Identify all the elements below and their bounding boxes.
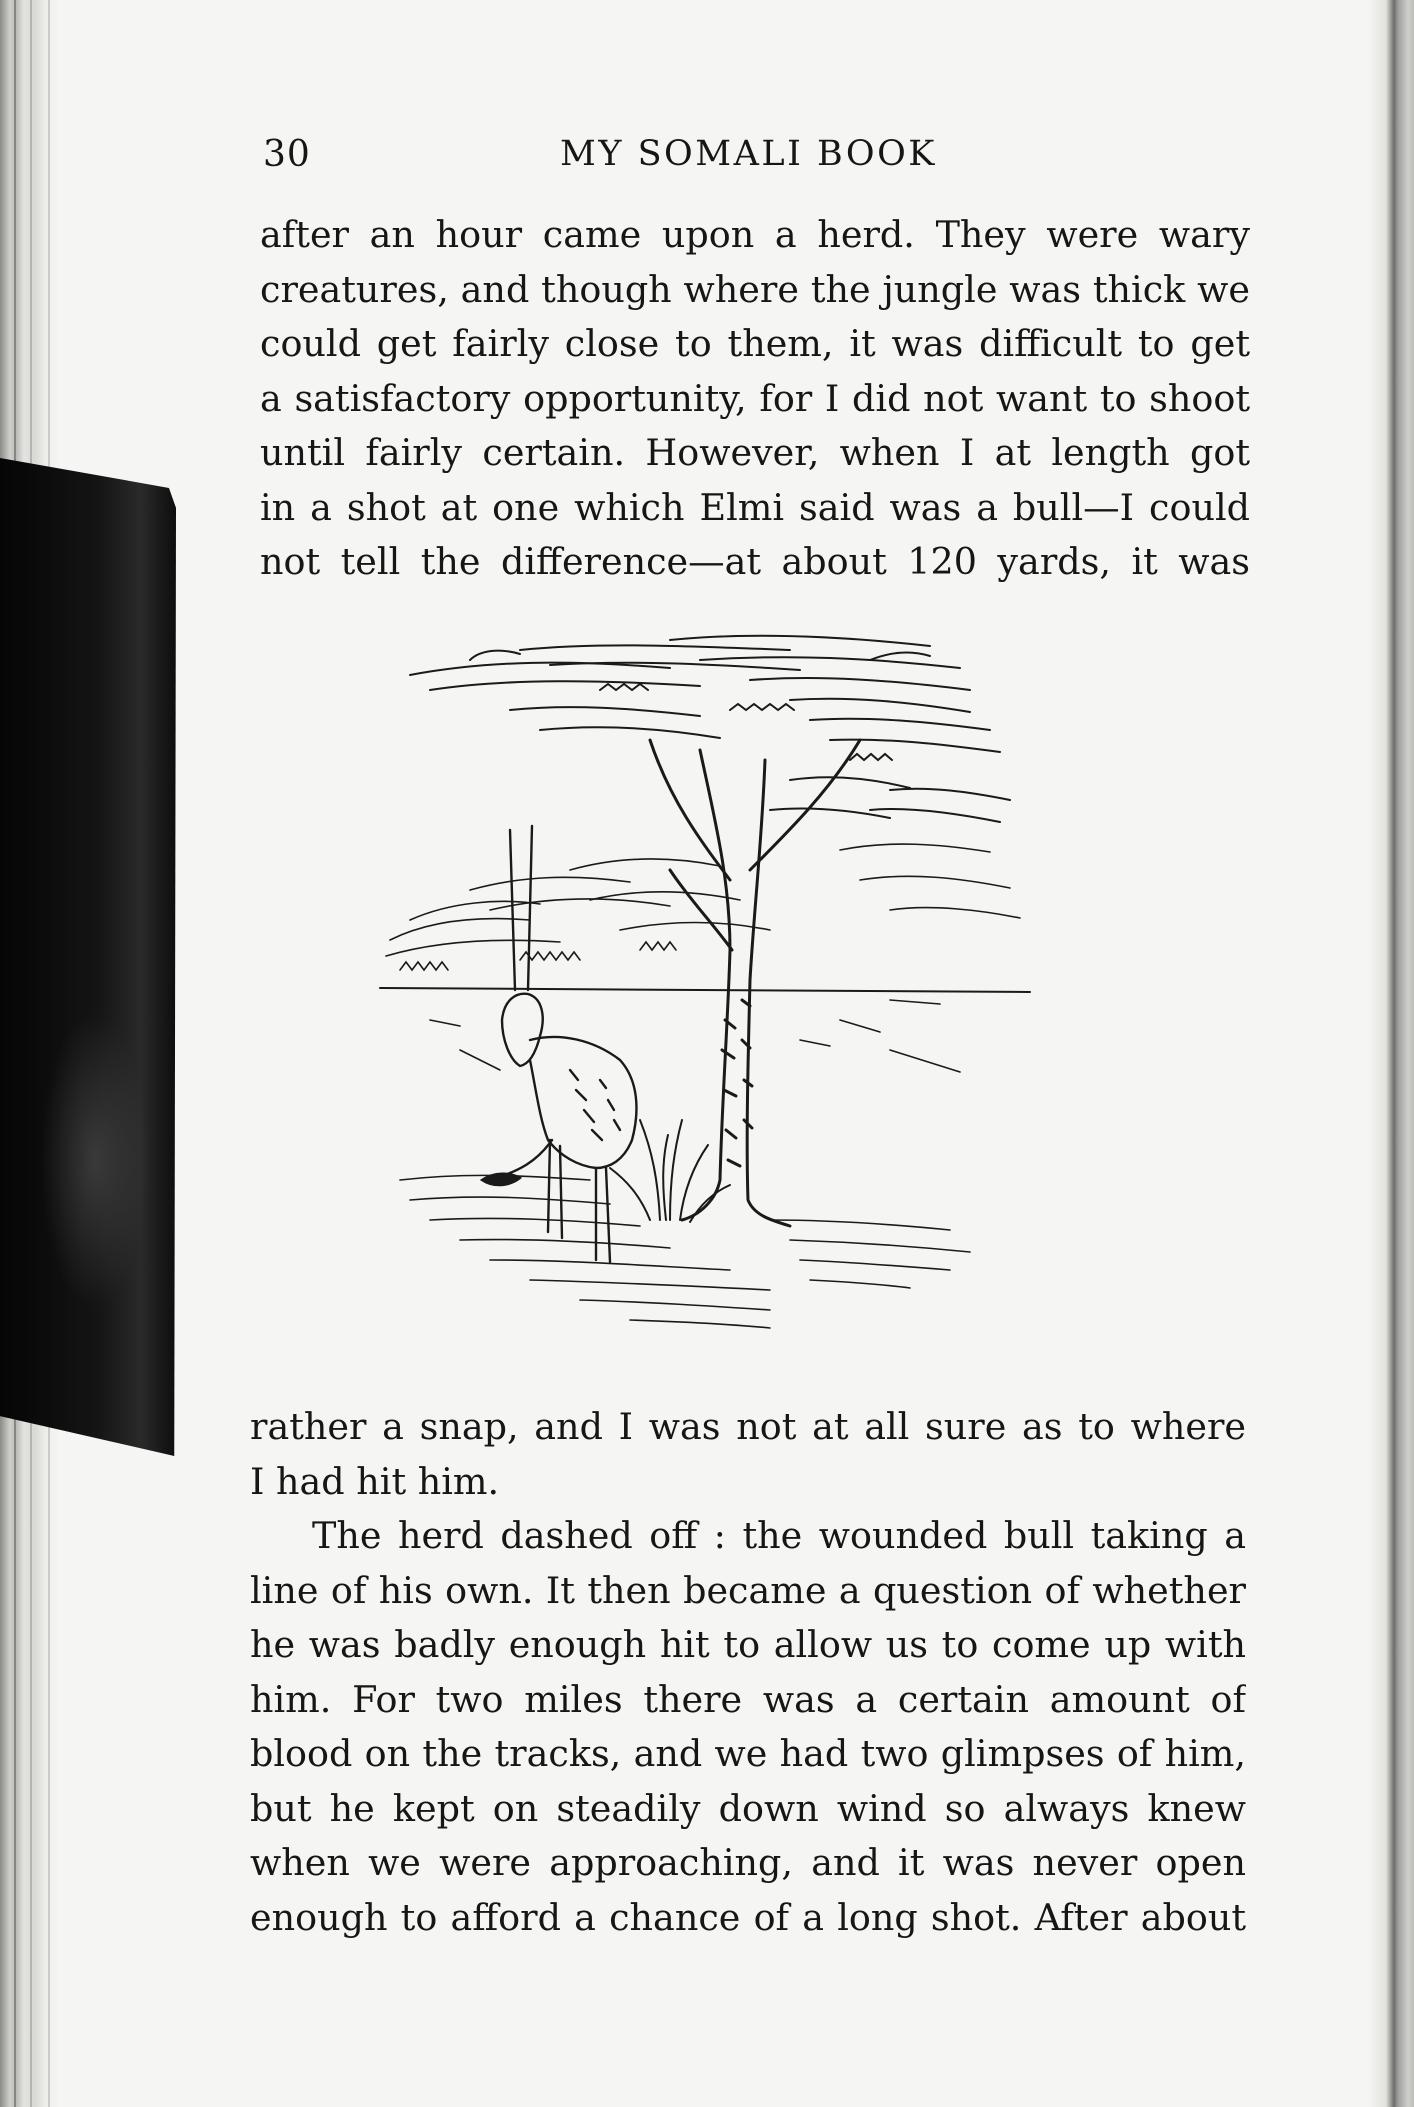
running-head: MY SOMALI BOOK (560, 134, 937, 174)
page-number: 30 (263, 134, 311, 175)
text-line: he was badly enough hit to allow us to come up with (250, 1623, 1246, 1666)
text-line: but he kept on steadily down wind so always knew (250, 1786, 1246, 1830)
oryx-under-acacia-illustration (370, 620, 1150, 1360)
horizon-line (380, 988, 1030, 992)
text-line: after an hour came upon a herd. They were wary (260, 213, 1250, 256)
text-line: I had hit him. (250, 1459, 500, 1503)
text-line: when we were approaching, and it was never open (250, 1841, 1246, 1884)
paragraph-top (260, 208, 1250, 590)
text-line: not tell the difference—at about 120 yards, it was (260, 540, 1250, 583)
bookmark-shine (40, 1010, 150, 1310)
paragraph-bottom (250, 1400, 1246, 1945)
grass-tuft (610, 1120, 730, 1222)
text-line: rather a snap, and I was not at all sure as to where (250, 1405, 1246, 1448)
acacia-trunk (650, 740, 860, 1226)
background-bushes (386, 844, 1020, 970)
text-line: line of his own. It then became a question of whether (250, 1568, 1246, 1612)
text-line: could get fairly close to them, it was difficult to get (260, 322, 1250, 365)
text-line: in a shot at one which Elmi said was a bull—I could (260, 485, 1250, 529)
text-line: blood on the tracks, and we had two glimpses of him, (250, 1732, 1246, 1775)
page-header (263, 134, 963, 184)
text-line: a satisfactory opportunity, for I did not want to shoot (260, 376, 1250, 420)
ground-hatching (400, 1000, 970, 1328)
text-line: until fairly certain. However, when I at length got (260, 431, 1250, 474)
text-line: enough to afford a chance of a long shot. After about (250, 1895, 1246, 1939)
text-line: creatures, and though where the jungle was thick we (260, 267, 1250, 311)
page-right-edge (1368, 0, 1414, 2107)
text-line: The herd dashed off : the wounded bull taking a (312, 1514, 1246, 1557)
text-line: him. For two miles there was a certain amount of (250, 1677, 1246, 1721)
